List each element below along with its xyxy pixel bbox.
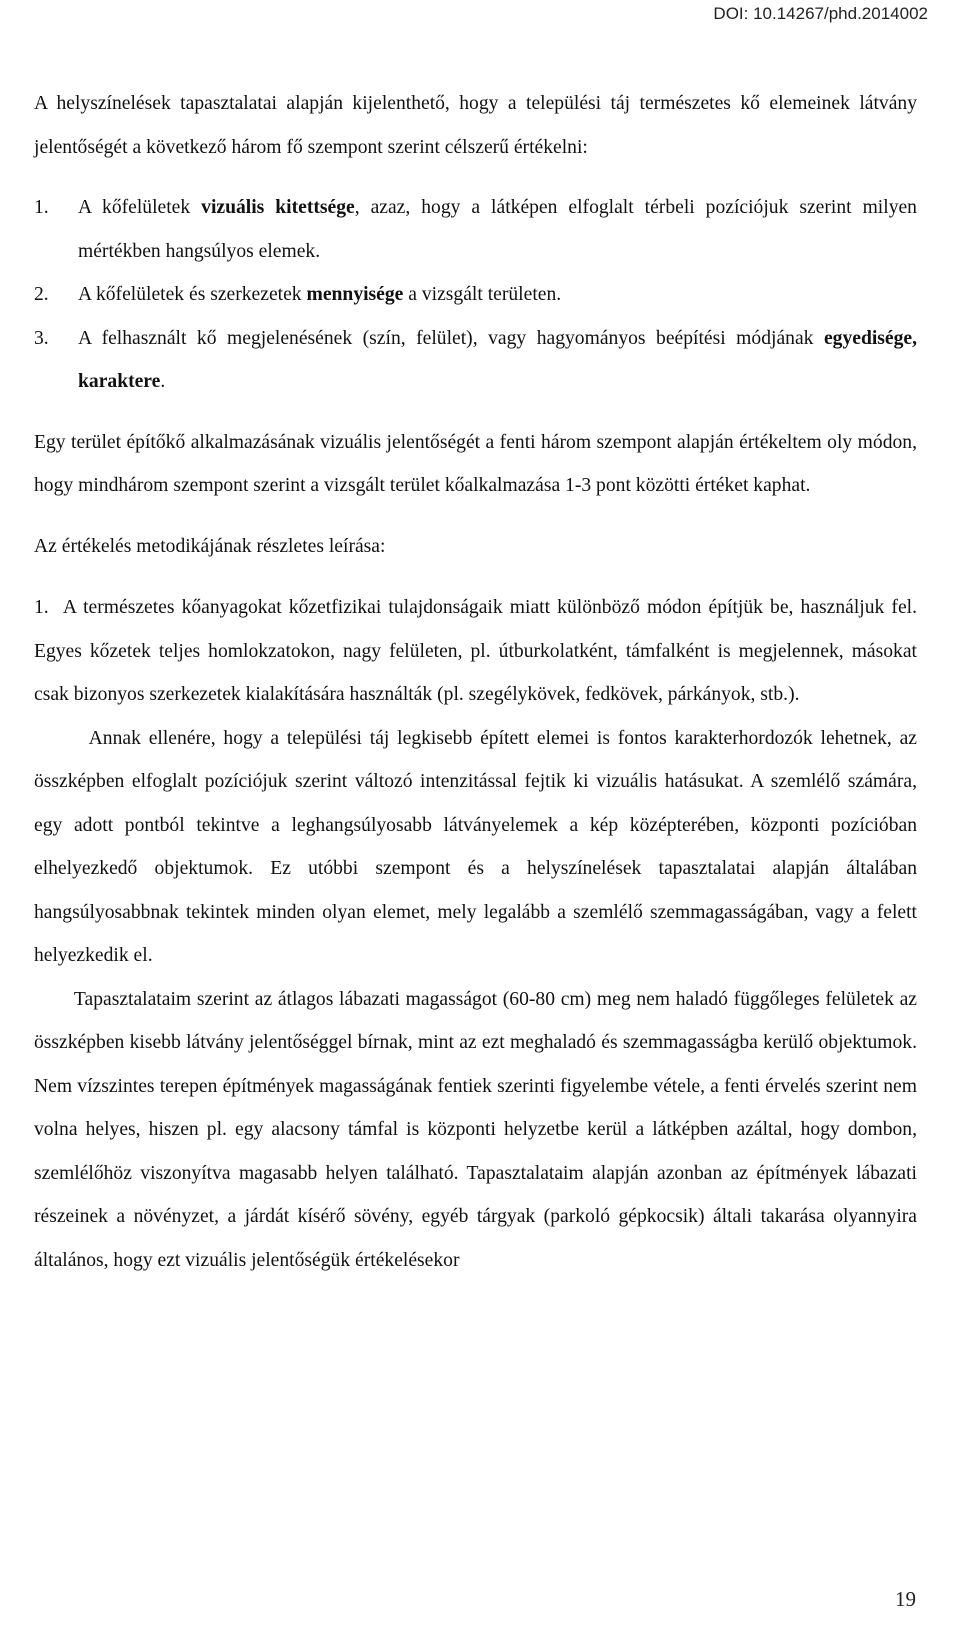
body-paragraph-text: Tapasztalataim szerint az átlagos lábazati magasságot (60-80 cm) meg nem haladó függőleges felületek az összképben kisebb látvány jelentőséggel bírnak, mint az ezt meghaladó és szemmagasságba kerülő objektumok. Nem vízszintes terepen építmények magasságának fentiek szerinti figyelembe vétele, a fenti érvelés szerint nem volna helyes, hiszen pl. egy alacsony támfal is központi helyzetbe kerül a látképben azáltal, hogy dombon, szemlélőhöz viszonyítva magasabb helyen található. Tapasztalataim alapján azonban az építmények lábazati részeinek a növényzet, a járdát kísérő sövény, egyéb tárgyak (parkoló gépkocsik) általi takarása olyannyira általános, hogy ezt vizuális jelentőségük értékelésekor bbox=[34, 988, 917, 1271]
doi-header: DOI: 10.14267/phd.2014002 bbox=[713, 4, 928, 23]
body-paragraph-text: Annak ellenére, hogy a települési táj legkisebb épített elemei is fontos karakterhordozók lehetnek, az összképben elfoglalt pozíciójuk szerint változó intenzitással fejtik ki vizuális hatásukat. A szemlélő számára, egy adott pontból tekintve a leghangsúlyosabb látványelemek a kép középterében, központi pozícióban elhelyezkedő objektumok. Ez utóbbi szempont és a helyszínelések tapasztalatai alapján általában hangsúlyosabbnak tekintek minden olyan elemet, mely legalább a szemlélő szemmagasságában, vagy a felett helyezkedik el. bbox=[34, 727, 917, 966]
criteria-number: 3. bbox=[34, 327, 49, 349]
criteria-text: A felhasznált kő megjelenésének (szín, felület), vagy hagyományos beépítési módjának bbox=[78, 327, 824, 349]
criteria-item bbox=[34, 273, 917, 317]
criteria-text: A kőfelületek és szerkezetek bbox=[78, 284, 307, 305]
document-body bbox=[34, 82, 917, 1282]
criteria-bold: mennyisége bbox=[306, 284, 404, 305]
page-number: 19 bbox=[895, 1587, 916, 1611]
intro-paragraph: A helyszínelések tapasztalatai alapján kijelenthető, hogy a települési táj természetes kő elemeinek látvány jelentőségét a következő három fő szempont szerint célszerű értékelni: bbox=[34, 93, 917, 158]
criteria-text: A kőfelületek bbox=[78, 197, 202, 218]
body-paragraph bbox=[34, 717, 917, 978]
criteria-text: . bbox=[160, 371, 166, 392]
criteria-bold: egyedisége, karaktere bbox=[78, 327, 917, 392]
method-item-text: A természetes kőanyagokat kőzetfizikai tulajdonságaik miatt különböző módon építjük be, használjuk fel. Egyes kőzetek teljes homlokzatokon, nagy felületen, pl. útburkolatként, támfalként is megjelennek, másokat csak bizonyos szerkezetek kialakítására használták (pl. szegélykövek, fedkövek, párkányok, stb.). bbox=[34, 597, 918, 705]
scoring-paragraph: Egy terület építőkő alkalmazásának vizuális jelentőségét a fenti három szempont alapján értékeltem oly módon, hogy mindhárom szempont szerint a vizsgált terület kőalkalmazása 1-3 pont közötti értéket kaphat. bbox=[34, 431, 917, 496]
criteria-item bbox=[34, 317, 917, 404]
criteria-text: a vizsgált területen. bbox=[403, 284, 562, 305]
body-paragraph bbox=[34, 978, 917, 1283]
criteria-list bbox=[34, 186, 917, 404]
method-item-number: 1. bbox=[34, 597, 49, 618]
criteria-number: 1. bbox=[34, 197, 49, 218]
method-item bbox=[34, 586, 917, 717]
criteria-item bbox=[34, 186, 917, 273]
method-heading: Az értékelés metodikájának részletes leírása: bbox=[34, 535, 386, 557]
criteria-bold: vizuális kitettsége bbox=[201, 197, 355, 218]
criteria-text: , azaz, hogy a látképen elfoglalt térbeli pozíciójuk szerint milyen mértékben hangsúlyos elemek. bbox=[78, 197, 917, 262]
criteria-number: 2. bbox=[34, 284, 49, 305]
